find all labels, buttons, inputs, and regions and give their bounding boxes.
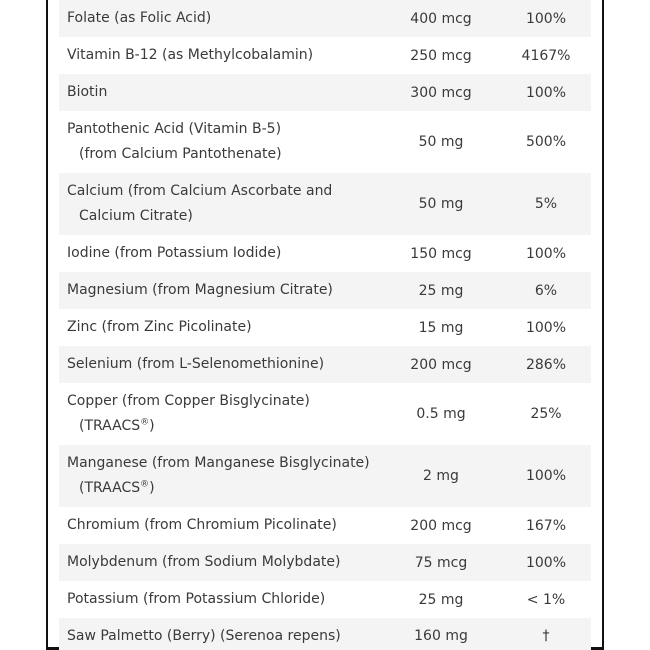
- nutrient-daily-value: 100%: [525, 84, 567, 101]
- nutrient-daily-value: 286%: [525, 356, 567, 373]
- nutrient-daily-value: 100%: [525, 319, 567, 336]
- nutrient-amount: 75 mcg: [414, 554, 468, 571]
- nutrient-name-line1: Manganese (from Manganese Bisglycinate): [67, 455, 370, 471]
- nutrient-amount: 25 mg: [418, 282, 464, 299]
- frame-left-border: [46, 0, 48, 650]
- nutrient-amount: 150 mcg: [410, 245, 472, 262]
- nutrient-name-line1: Pantothenic Acid (Vitamin B-5): [67, 121, 282, 137]
- registered-mark: ®: [140, 479, 150, 490]
- traacs-label: (TRAACS: [79, 480, 141, 496]
- nutrient-amount: 25 mg: [418, 591, 464, 608]
- table-row: [59, 383, 591, 445]
- table-row: [59, 272, 591, 309]
- nutrient-name: Saw Palmetto (Berry) (Serenoa repens): [67, 627, 341, 644]
- nutrient-daily-value: 6%: [534, 282, 558, 299]
- table-row: [59, 581, 591, 618]
- nutrient-amount: 2 mg: [423, 468, 459, 484]
- nutrient-name-line2: [67, 476, 381, 501]
- nutrient-daily-value: 5%: [534, 196, 558, 212]
- nutrient-amount: 50 mg: [418, 134, 464, 150]
- nutrient-name: Biotin: [67, 84, 108, 100]
- nutrient-name-line1: Calcium (from Calcium Ascorbate and: [67, 183, 333, 199]
- nutrient-amount: 50 mg: [418, 196, 464, 212]
- nutrient-name-line2: (from Calcium Pantothenate): [79, 146, 282, 162]
- nutrient-name: [59, 179, 381, 229]
- nutrient-name: [59, 451, 381, 501]
- table-row: [59, 346, 591, 383]
- nutrient-name: Potassium (from Potassium Chloride): [67, 591, 326, 607]
- nutrient-name: Selenium (from L-Selenomethionine): [67, 356, 325, 372]
- table-row: [59, 0, 591, 37]
- nutrient-name: Zinc (from Zinc Picolinate): [67, 319, 252, 335]
- nutrient-name: [59, 389, 381, 439]
- nutrient-name: Vitamin B-12 (as Methylcobalamin): [67, 47, 314, 63]
- nutrient-daily-value: 100%: [525, 554, 567, 571]
- traacs-label: (TRAACS: [79, 418, 141, 434]
- nutrient-amount: 250 mcg: [410, 47, 472, 64]
- nutrient-amount: 200 mcg: [410, 356, 472, 373]
- table-row: [59, 173, 591, 235]
- nutrient-daily-value: 100%: [525, 468, 567, 484]
- nutrient-name-line1: Copper (from Copper Bisglycinate): [67, 393, 310, 409]
- nutrient-daily-value: †: [542, 628, 550, 644]
- registered-mark: ®: [140, 417, 150, 428]
- nutrient-amount: 300 mcg: [410, 84, 472, 101]
- table-row: [59, 37, 591, 74]
- nutrient-daily-value: 4167%: [521, 47, 571, 64]
- supplement-facts-table: [59, 0, 591, 650]
- table-row: [59, 74, 591, 111]
- table-row: [59, 111, 591, 173]
- frame-right-border: [602, 0, 604, 650]
- table-row: [59, 235, 591, 272]
- nutrient-daily-value: 500%: [525, 134, 567, 150]
- table-row: [59, 544, 591, 581]
- nutrient-name: Iodine (from Potassium Iodide): [67, 245, 282, 261]
- table-row: [59, 445, 591, 507]
- table-row: [59, 507, 591, 544]
- closing-paren: ): [149, 480, 155, 496]
- nutrient-amount: 200 mcg: [410, 517, 472, 534]
- nutrient-name-line2: [67, 414, 381, 439]
- nutrient-daily-value: 167%: [525, 517, 567, 534]
- nutrient-amount: 400 mcg: [410, 10, 472, 27]
- nutrient-name-line2: Calcium Citrate): [79, 208, 193, 224]
- table-row: [59, 618, 591, 650]
- nutrient-daily-value: 25%: [530, 406, 562, 422]
- table-row: [59, 309, 591, 346]
- nutrient-name: Magnesium (from Magnesium Citrate): [67, 282, 333, 298]
- nutrient-amount: 15 mg: [418, 319, 464, 336]
- nutrient-name: [59, 117, 381, 167]
- nutrient-name: Molybdenum (from Sodium Molybdate): [67, 554, 341, 570]
- nutrient-name: Folate (as Folic Acid): [67, 10, 212, 26]
- nutrient-daily-value: 100%: [525, 10, 567, 27]
- nutrient-name: Chromium (from Chromium Picolinate): [67, 517, 337, 533]
- closing-paren: ): [149, 418, 155, 434]
- nutrient-daily-value: < 1%: [526, 591, 566, 608]
- nutrient-daily-value: 100%: [525, 245, 567, 262]
- nutrient-amount: 0.5 mg: [416, 406, 466, 422]
- nutrient-amount: 160 mg: [414, 628, 468, 644]
